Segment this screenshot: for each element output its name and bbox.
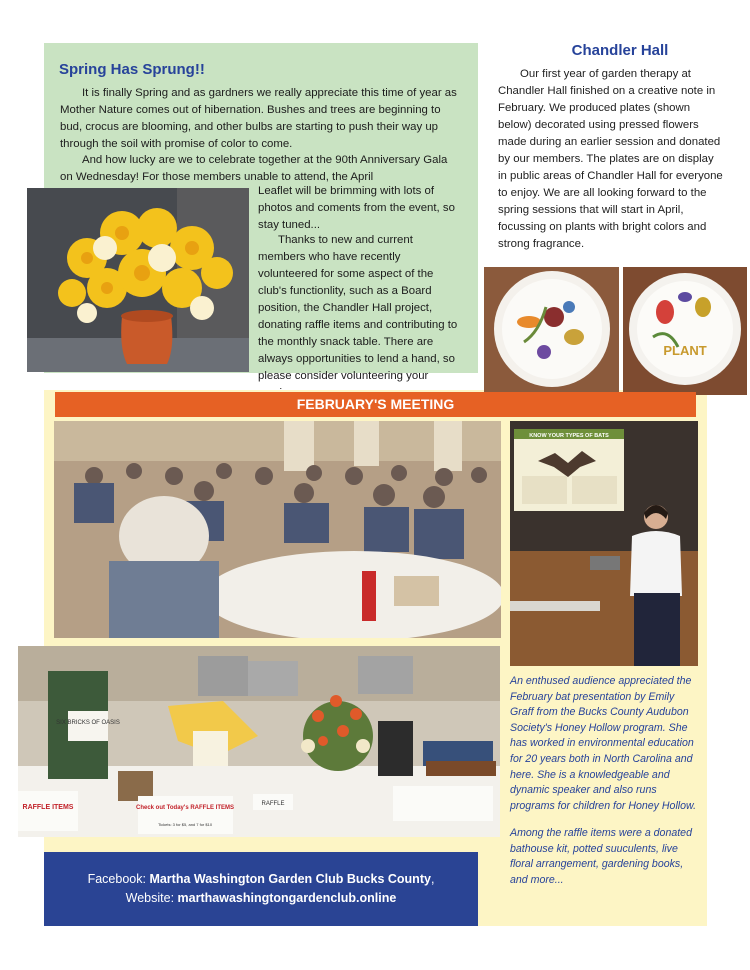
speaker-presentation-photo: [510, 421, 698, 666]
raffle-tickets-text: Tickets: 3 for $5, and 7 for $10: [157, 822, 213, 827]
raffle-sign-small-text: RAFFLE ITEMS: [22, 804, 74, 811]
raffle-sign-text: Check out Today's RAFFLE ITEMS: [136, 805, 234, 811]
plate-word-text: PLANT: [663, 343, 707, 358]
februarys-meeting-banner: FEBRUARY'S MEETING: [55, 392, 696, 417]
facebook-label: Facebook:: [87, 872, 146, 886]
meeting-audience-photo: [54, 421, 501, 638]
club-contact-footer: [44, 852, 478, 926]
chandler-hall-title: Chandler Hall: [571, 42, 669, 59]
website-label: Website:: [125, 891, 175, 905]
spring-paragraph-2: And how lucky are we to celebrate together at the 90th Anniversary Gala on Wednesday! For those members unable to attend, the April: [60, 154, 448, 183]
raffle-items-photo: [18, 646, 500, 837]
raffle-label-text: RAFFLE: [261, 801, 285, 807]
spring-title: Spring Has Sprung!!: [59, 61, 205, 78]
website-link[interactable]: marthawashingtongardenclub.online: [177, 891, 397, 905]
pressed-flower-plate-photo-1: [484, 267, 619, 395]
chandler-hall-paragraph: Our first year of garden therapy at Chandler Hall finished on a creative note in February. We produced plates (shown below) decorated using pressed flowers made during an earlier session and donated by our members. The plates are on display in public areas of Chandler Hall for everyone to enjoy. We are all looking forward to the spring sessions that will start in April, focussing on plants with bright colors and strong fragrance.: [498, 68, 723, 250]
spring-paragraph-3: Leaflet will be brimming with lots of photos and coments from the event, so stay tuned...: [258, 185, 455, 231]
bat-presentation-caption: An enthused audience appreciated the February bat presentation by Emily Graff from the Bucks County Audubon Society's Honey Hollow program. She has worked in environmental education for 20 years both in North Carolina and here. She is a knowledgeable and dynamic speaker and also runs programs for children for Honey Hollow.: [510, 675, 697, 812]
facebook-line: Facebook: Martha Washington Garden Club Bucks County,: [87, 872, 435, 886]
facebook-page-name[interactable]: Martha Washington Garden Club Bucks County: [149, 872, 431, 886]
oasis-note-text: SIX BRICKS OF OASIS: [56, 720, 120, 726]
spring-paragraph-1: It is finally Spring and as gardners we really appreciate this time of year as Mother Nature comes out of hibernation. Bushes and trees are beginning to bud, crocus are blooming, and other bulbs are starting to push their way up through the soil with promise of color to come.: [60, 87, 457, 150]
slide-title-text: KNOW YOUR TYPES OF BATS: [529, 433, 609, 439]
raffle-items-caption: Among the raffle items were a donated bathouse kit, potted suuculents, live floral arrangement, gardening books, and more...: [510, 827, 692, 886]
spring-paragraph-4: Thanks to new and current members who have recently volunteered for some aspect of the club's functionlity, such as a Board position, the Chandler Hall project, donating raffle items and contributing to the monthly snack table. There are always opportunities to lend a hand, so please consider volunteering your: [258, 234, 458, 382]
daffodil-bouquet-photo: [27, 188, 249, 372]
pressed-flower-plate-photo-2: [623, 267, 747, 395]
website-line: [44, 889, 478, 908]
